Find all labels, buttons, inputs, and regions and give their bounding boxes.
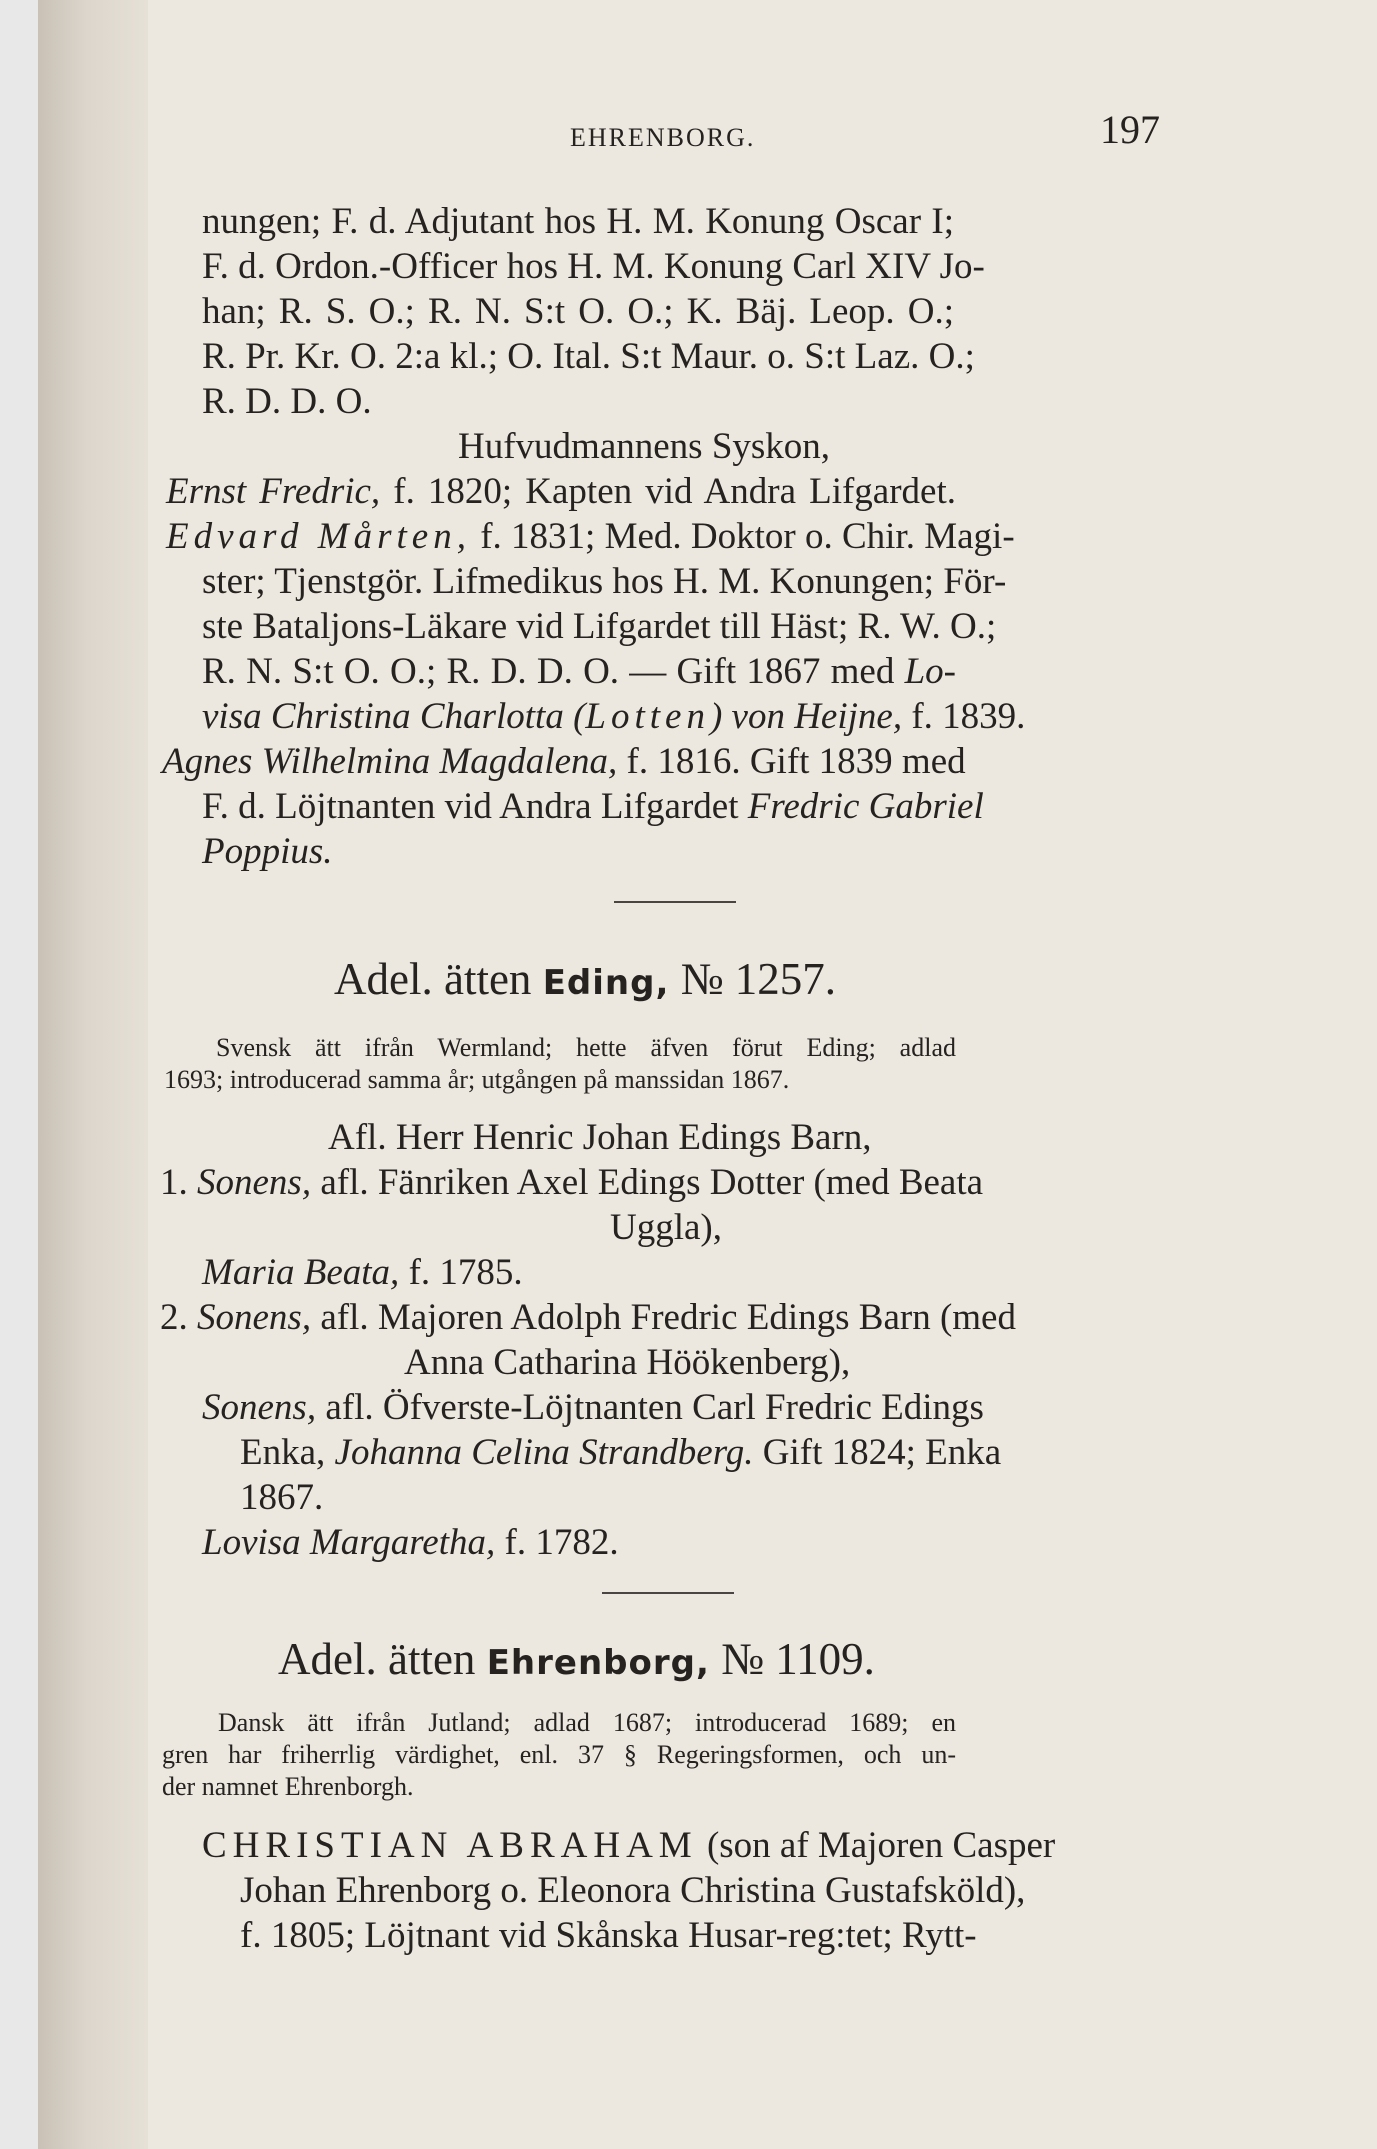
entry-line: Anna Catharina Höökenberg),	[404, 1342, 851, 1383]
entry-line: ster; Tjenstgör. Lifmedikus hos H. M. Konungen; För-	[202, 561, 1007, 602]
family-heading	[334, 952, 836, 1010]
family-description: Svensk ätt ifrån Wermland; hette äfven förut Eding; adlad	[216, 1033, 956, 1062]
family-heading	[278, 1632, 875, 1690]
person-name: Johanna Celina Strandberg.	[334, 1432, 754, 1473]
entry-text: f. 1839.	[902, 696, 1026, 737]
entry-text: 1.	[160, 1162, 197, 1203]
entry-text: f. 1782.	[495, 1522, 619, 1563]
entry-text: f. 1831; Med. Doktor o. Chir. Magi-	[470, 516, 1015, 557]
entry-line	[202, 1386, 984, 1430]
entry-line	[160, 1296, 1016, 1340]
entry-line	[240, 1431, 1002, 1475]
person-name: Maria Beata,	[202, 1252, 400, 1293]
text-line: R. Pr. Kr. O. 2:a kl.; O. Ital. S:t Maur. o. S:t Laz. O.;	[202, 336, 975, 377]
entry-line: Johan Ehrenborg o. Eleonora Christina Gustafsköld),	[240, 1870, 1026, 1911]
entry-text: (son af Majoren Casper	[697, 1825, 1056, 1866]
heading-prefix: Adel. ätten	[278, 1634, 487, 1684]
entry-text: R. N. S:t O. O.; R. D. D. O. — Gift 1867 med	[202, 651, 905, 692]
family-description: Dansk ätt ifrån Jutland; adlad 1687; introducerad 1689; en	[218, 1708, 956, 1737]
entry-line: Uggla),	[610, 1207, 722, 1248]
entry-line	[202, 1521, 619, 1565]
entry-text: afl. Majoren Adolph Fredric Edings Barn (med	[311, 1297, 1016, 1338]
heading-prefix: Adel. ätten	[334, 954, 543, 1004]
text-line: nungen; F. d. Adjutant hos H. M. Konung Oscar I;	[202, 201, 954, 242]
family-number: № 1257.	[669, 954, 837, 1004]
entry-line: Poppius.	[202, 831, 333, 872]
family-description: gren har friherrlig värdighet, enl. 37 § Regeringsformen, och un-	[162, 1740, 956, 1769]
entry-text: Enka,	[240, 1432, 335, 1473]
text-line: R. D. D. O.	[202, 381, 372, 422]
entry-line	[162, 740, 966, 784]
person-name: Lovisa Margaretha,	[202, 1522, 496, 1563]
entry-text: afl. Fänriken Axel Edings Dotter (med Beata	[311, 1162, 984, 1203]
entry-text: f. 1816. Gift 1839 med	[617, 741, 966, 782]
family-name: Ehrenborg,	[486, 1643, 710, 1683]
book-page	[148, 0, 1377, 2149]
head-person-name: CHRISTIAN ABRAHAM	[202, 1825, 698, 1866]
entry-line	[202, 1251, 523, 1295]
person-name: Ernst Fredric,	[166, 471, 381, 512]
person-name: Agnes Wilhelmina Magdalena,	[162, 741, 618, 782]
text-line: han; R. S. O.; R. N. S:t O. O.; K. Bäj. Leop. O.;	[202, 291, 954, 332]
person-name: Fredric Gabriel	[747, 786, 984, 827]
entry-line: 1867.	[240, 1477, 324, 1518]
entry-line	[166, 470, 956, 514]
family-number: № 1109.	[709, 1634, 875, 1684]
entry-line	[160, 1161, 984, 1205]
entry-text: 2.	[160, 1297, 197, 1338]
relation-label: Sonens,	[197, 1297, 312, 1338]
relation-label: Sonens,	[197, 1162, 312, 1203]
family-description: der namnet Ehrenborgh.	[162, 1772, 414, 1801]
entry-line: f. 1805; Löjtnant vid Skånska Husar-reg:tet; Rytt-	[240, 1915, 977, 1956]
section-divider	[614, 901, 736, 903]
entry-text: f. 1820; Kapten vid Andra Lifgardet.	[380, 471, 956, 512]
entry-text: afl. Öfverste-Löjtnanten Carl Fredric Edings	[316, 1387, 984, 1428]
person-name: ) von Heijne,	[709, 696, 903, 737]
entry-text: f. 1785.	[399, 1252, 523, 1293]
entry-line	[202, 785, 984, 829]
text-line: F. d. Ordon.-Officer hos H. M. Konung Carl XIV Jo-	[202, 246, 985, 287]
family-description: 1693; introducerad samma år; utgången på manssidan 1867.	[164, 1065, 790, 1094]
person-name: Lo-	[904, 651, 956, 692]
scan-margin	[0, 0, 38, 2149]
page-number: 197	[1100, 107, 1160, 152]
person-name: Edvard Mårten,	[166, 516, 471, 557]
running-head-title: EHRENBORG.	[570, 123, 756, 152]
section-subheading: Hufvudmannens Syskon,	[458, 426, 831, 467]
section-divider	[602, 1592, 734, 1594]
entry-line	[202, 1824, 1056, 1868]
entry-line: Afl. Herr Henric Johan Edings Barn,	[328, 1117, 872, 1158]
entry-line	[202, 650, 956, 694]
family-name: Eding,	[542, 963, 670, 1003]
nickname: Lotten	[585, 696, 710, 737]
person-name: visa Christina Charlotta (	[202, 696, 586, 737]
entry-text: Gift 1824; Enka	[753, 1432, 1002, 1473]
relation-label: Sonens,	[202, 1387, 317, 1428]
entry-line	[166, 515, 1015, 559]
book-gutter	[38, 0, 148, 2149]
entry-line: ste Bataljons-Läkare vid Lifgardet till Häst; R. W. O.;	[202, 606, 997, 647]
entry-line	[202, 695, 1026, 739]
entry-text: F. d. Löjtnanten vid Andra Lifgardet	[202, 786, 748, 827]
